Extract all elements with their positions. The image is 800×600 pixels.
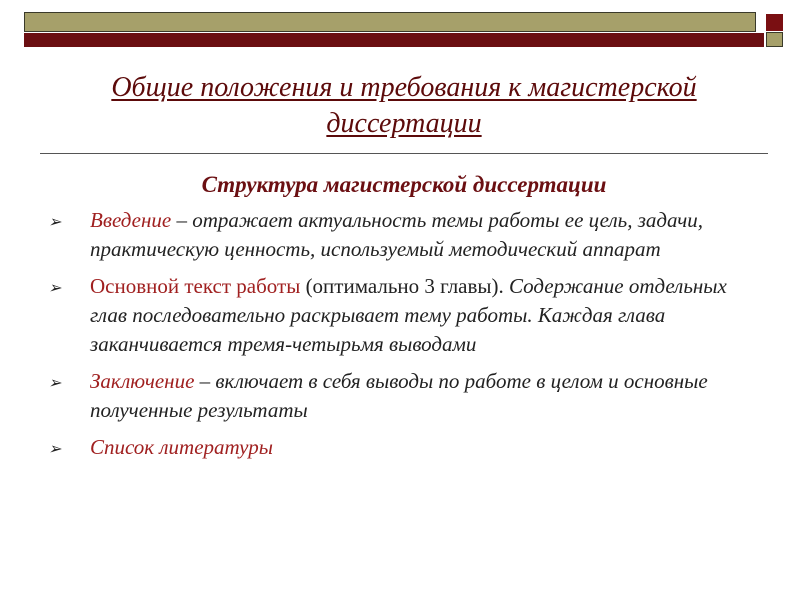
item-text: – отражает актуальность темы работы ее цель, задачи, практическую ценность, используемый методический аппарат — [90, 208, 703, 261]
arrow-bullet-icon: ➢ — [48, 214, 62, 231]
slide-title: Общие положения и требования к магистерской диссертации — [111, 72, 697, 139]
header-olive-bar — [24, 12, 756, 32]
item-term: Заключение — [90, 369, 195, 393]
list-item-references — [48, 433, 748, 462]
arrow-bullet-icon: ➢ — [48, 280, 62, 297]
header-maroon-bar — [24, 33, 764, 47]
content-list — [48, 206, 748, 470]
item-term: Основной текст работы — [90, 274, 301, 298]
corner-olive-square — [766, 32, 783, 47]
slide-subtitle: Структура магистерской диссертации — [201, 172, 607, 197]
item-term: Введение — [90, 208, 172, 232]
arrow-bullet-icon: ➢ — [48, 375, 62, 392]
item-text: – включает в себя выводы по работе в целом и основные полученные результаты — [90, 369, 708, 422]
list-item-conclusion — [48, 367, 748, 425]
arrow-bullet-icon: ➢ — [48, 441, 62, 458]
corner-dark-square — [766, 14, 783, 31]
list-item-introduction — [48, 206, 748, 264]
item-term: Список литературы — [90, 435, 273, 459]
title-divider — [40, 153, 768, 154]
item-note: (оптимально 3 главы). — [300, 274, 504, 298]
list-item-main-text — [48, 272, 748, 359]
item-text: Содержание отдельных глав последовательно раскрывает тему работы. Каждая глава заканчивается тремя-четырьмя выводами — [90, 274, 727, 356]
